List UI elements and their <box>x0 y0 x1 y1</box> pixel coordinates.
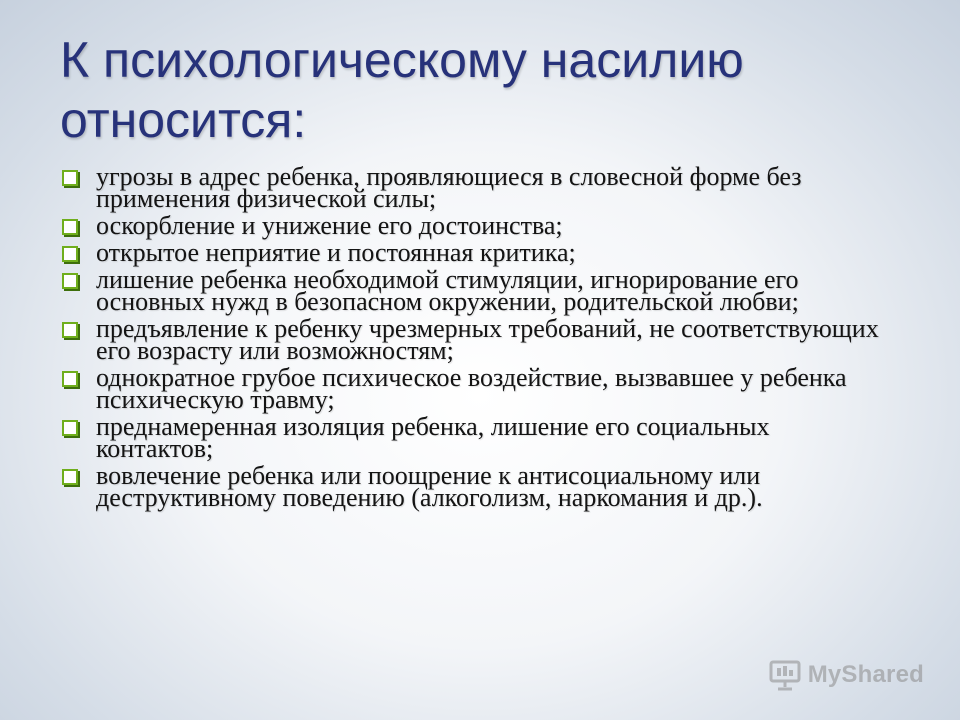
square-bullet-icon <box>62 420 78 436</box>
square-bullet-icon <box>62 246 78 262</box>
bullet-item <box>62 162 892 213</box>
bullet-list <box>62 162 892 514</box>
bullet-text: предъявление к ребенку чрезмерных требований, не соответствующих его возрасту или возможностям; <box>96 314 879 365</box>
bullet-item <box>62 412 892 463</box>
bullet-item <box>62 314 892 365</box>
bullet-text: однократное грубое психическое воздействие, вызвавшее у ребенка психическую травму; <box>96 363 847 414</box>
slide-title: К психологическому насилию относится: <box>60 32 744 148</box>
bullet-item <box>62 363 892 414</box>
watermark-text: MyShared <box>807 661 924 688</box>
square-bullet-icon <box>62 371 78 387</box>
bullet-text: открытое неприятие и постоянная критика; <box>96 238 576 267</box>
square-bullet-icon <box>62 170 78 186</box>
bullet-item <box>62 238 892 267</box>
square-bullet-icon <box>62 273 78 289</box>
bullet-text: вовлечение ребенка или поощрение к антисоциальному или деструктивному поведению (алкоголизм, наркомания и др.). <box>96 461 763 512</box>
bullet-text: преднамеренная изоляция ребенка, лишение его социальных контактов; <box>96 412 770 463</box>
square-bullet-icon <box>62 322 78 338</box>
bullet-item <box>62 265 892 316</box>
presentation-screen-icon <box>768 658 802 692</box>
myshared-watermark[interactable] <box>768 656 924 694</box>
bullet-text: оскорбление и унижение его достоинства; <box>96 211 563 240</box>
square-bullet-icon <box>62 469 78 485</box>
bullet-text: угрозы в адрес ребенка, проявляющиеся в словесной форме без применения физической силы; <box>96 162 802 213</box>
bullet-item <box>62 211 892 240</box>
bullet-text: лишение ребенка необходимой стимуляции, игнорирование его основных нужд в безопасном окружении, родительской любви; <box>96 265 799 316</box>
square-bullet-icon <box>62 219 78 235</box>
bullet-item <box>62 461 892 512</box>
